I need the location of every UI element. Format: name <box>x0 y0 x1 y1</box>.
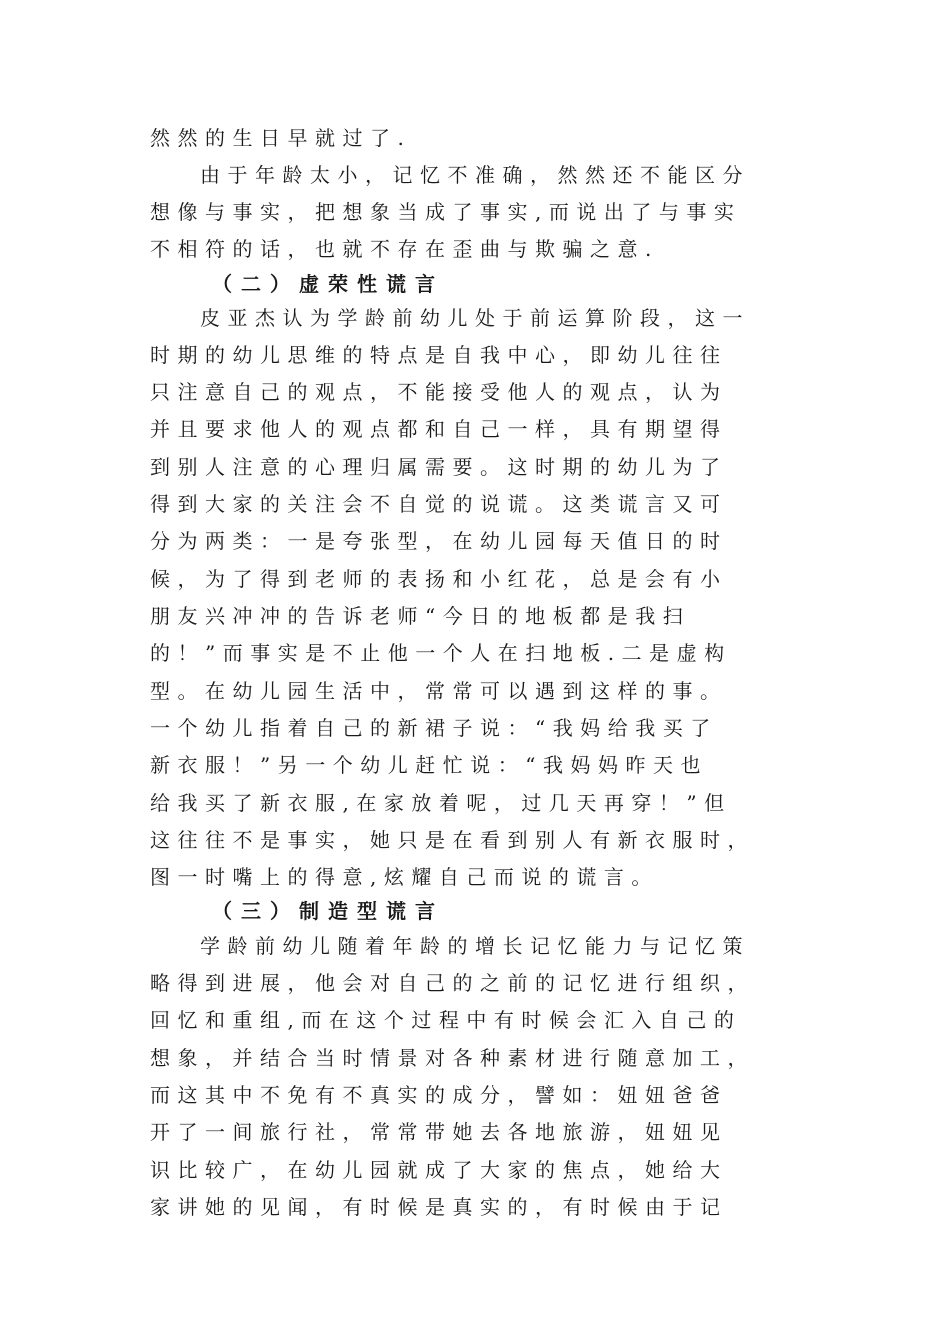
text-line: 识比较广，在幼儿园就成了大家的焦点，她给大 <box>150 1158 728 1182</box>
text-line: 只注意自己的观点，不能接受他人的观点，认为 <box>150 380 728 404</box>
text-line: 时期的幼儿思维的特点是自我中心，即幼儿往往 <box>150 343 728 367</box>
text-line: 得到大家的关注会不自觉的说谎。这类谎言又可 <box>150 492 728 516</box>
text-line: 而这其中不免有不真实的成分，譬如：妞妞爸爸 <box>150 1083 728 1107</box>
text-line: 一个幼儿指着自己的新裙子说：“我妈给我买了 <box>150 716 718 740</box>
section-heading: （三）制造型谎言 <box>212 899 444 923</box>
text-line: 略得到进展，他会对自己的之前的记忆进行组织， <box>150 971 755 995</box>
text-line: 并且要求他人的观点都和自己一样，具有期望得 <box>150 417 728 441</box>
text-line: 开了一间旅行社，常常带她去各地旅游，妞妞见 <box>150 1120 728 1144</box>
text-line: 分为两类：一是夸张型，在幼儿园每天值日的时 <box>150 529 728 553</box>
paragraph-first-line: 皮亚杰认为学龄前幼儿处于前运算阶段，这一 <box>200 306 750 330</box>
text-line: 想象，并结合当时情景对各种素材进行随意加工， <box>150 1046 755 1070</box>
text-line: 然然的生日早就过了. <box>150 126 412 150</box>
text-line: 家讲她的见闻，有时候是真实的，有时候由于记 <box>150 1195 728 1219</box>
paragraph-first-line: 学龄前幼儿随着年龄的增长记忆能力与记忆策 <box>200 934 750 958</box>
text-line: 想像与事实，把想象当成了事实,而说出了与事实 <box>150 200 742 224</box>
text-line: 不相符的话，也就不存在歪曲与欺骗之意. <box>150 237 659 261</box>
text-line: 新衣服！”另一个幼儿赶忙说：“我妈妈昨天也 <box>150 753 708 777</box>
text-line: 回忆和重组,而在这个过程中有时候会汇入自己的 <box>150 1008 742 1032</box>
text-line: 朋友兴冲冲的告诉老师“今日的地板都是我扫 <box>150 604 691 628</box>
text-line: 给我买了新衣服,在家放着呢，过几天再穿！”但 <box>150 791 732 815</box>
text-line: 图一时嘴上的得意,炫耀自己而说的谎言。 <box>150 865 659 889</box>
text-line: 到别人注意的心理归属需要。这时期的幼儿为了 <box>150 455 728 479</box>
text-line: 的！”而事实是不止他一个人在扫地板.二是虚构 <box>150 641 732 665</box>
section-heading: （二）虚荣性谎言 <box>212 272 444 296</box>
paragraph-first-line: 由于年龄太小，记忆不准确，然然还不能区分 <box>200 163 750 187</box>
text-line: 型。在幼儿园生活中，常常可以遇到这样的事。 <box>150 679 728 703</box>
text-line: 候，为了得到老师的表扬和小红花，总是会有小 <box>150 567 728 591</box>
text-line: 这往往不是事实，她只是在看到别人有新衣服时， <box>150 828 755 852</box>
